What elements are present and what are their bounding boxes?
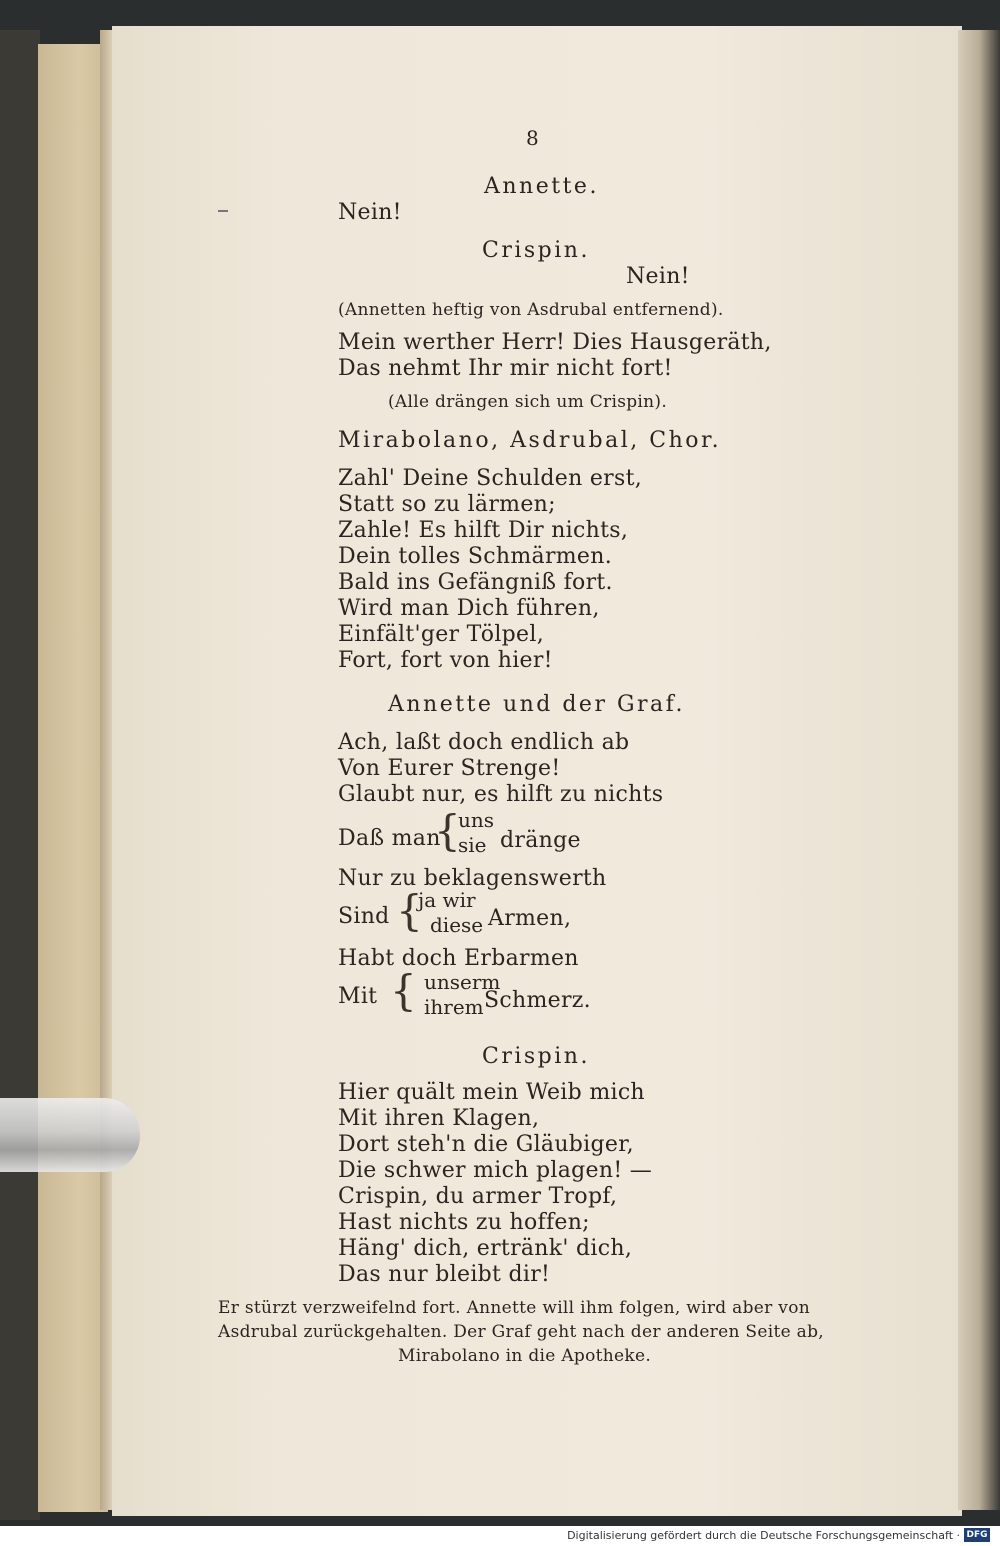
page-number: 8 xyxy=(526,126,540,150)
brace-before: Sind xyxy=(338,904,390,929)
brace-after: dränge xyxy=(500,828,581,853)
crispin-verse: Dort steh'n die Gläubiger, xyxy=(338,1132,634,1157)
chorus-line: Bald ins Gefängniß fort. xyxy=(338,570,613,595)
margin-mark xyxy=(218,210,228,212)
line-nein-1: Nein! xyxy=(338,200,402,225)
annette-graf-line: Von Eurer Strenge! xyxy=(338,756,561,781)
crispin-verse: Mit ihren Klagen, xyxy=(338,1106,540,1131)
chorus-line: Statt so zu lärmen; xyxy=(338,492,556,517)
brace-option-top: unserm xyxy=(424,970,501,994)
speaker-crispin-2: Crispin. xyxy=(482,1044,590,1069)
stage-direction-final: Asdrubal zurückgehalten. Der Graf geht nach der anderen Seite ab, xyxy=(218,1322,824,1342)
page-right-edge xyxy=(958,30,1000,1510)
stage-direction-1: (Annetten heftig von Asdrubal entfernend). xyxy=(338,300,724,320)
brace-option-top: uns xyxy=(458,808,495,832)
brace-after: Armen, xyxy=(488,906,572,931)
crispin-verse: Das nur bleibt dir! xyxy=(338,1262,551,1287)
brace-option-bottom: sie xyxy=(458,833,487,857)
crispin-line-1: Mein werther Herr! Dies Hausgeräth, xyxy=(338,330,772,355)
brace-before: Mit xyxy=(338,984,378,1009)
footer-credit: Digitalisierung gefördert durch die Deutsche Forschungsgemeinschaft · xyxy=(567,1529,960,1542)
line-habt: Habt doch Erbarmen xyxy=(338,946,579,971)
annette-graf-line: Ach, laßt doch endlich ab xyxy=(338,730,630,755)
brace-mark: { xyxy=(390,966,418,1015)
annette-graf-line: Glaubt nur, es hilft zu nichts xyxy=(338,782,664,807)
speaker-chorus: Mirabolano, Asdrubal, Chor. xyxy=(338,428,722,453)
crispin-verse: Häng' dich, ertränk' dich, xyxy=(338,1236,633,1261)
stage-direction-final: Mirabolano in die Apotheke. xyxy=(398,1346,652,1366)
crispin-line-2: Das nehmt Ihr mir nicht fort! xyxy=(338,356,673,381)
crispin-verse: Die schwer mich plagen! — xyxy=(338,1158,653,1183)
crispin-verse: Crispin, du armer Tropf, xyxy=(338,1184,618,1209)
crispin-verse: Hast nichts zu hoffen; xyxy=(338,1210,590,1235)
chorus-line: Wird man Dich führen, xyxy=(338,596,600,621)
stage-direction-2: (Alle drängen sich um Crispin). xyxy=(388,392,668,412)
dfg-logo: DFG xyxy=(964,1528,990,1542)
chorus-line: Dein tolles Schmärmen. xyxy=(338,544,613,569)
chorus-line: Fort, fort von hier! xyxy=(338,648,553,673)
brace-option-top: ja wir xyxy=(418,888,476,912)
brace-option-bottom: ihrem xyxy=(424,995,484,1019)
brace-mark: { xyxy=(434,806,462,855)
line-nein-2: Nein! xyxy=(626,264,690,289)
brace-mark: { xyxy=(396,886,424,935)
line-nur: Nur zu beklagenswerth xyxy=(338,866,607,891)
chorus-line: Zahl' Deine Schulden erst, xyxy=(338,466,643,491)
scanner-board xyxy=(0,30,40,1520)
brace-before: Daß man xyxy=(338,826,441,851)
speaker-annette-graf: Annette und der Graf. xyxy=(388,692,686,717)
speaker-crispin-1: Crispin. xyxy=(482,238,590,263)
chorus-line: Zahle! Es hilft Dir nichts, xyxy=(338,518,629,543)
speaker-annette: Annette. xyxy=(484,174,599,199)
brace-after: Schmerz. xyxy=(484,988,591,1013)
page-stack-edge xyxy=(38,44,108,1512)
page-clip xyxy=(0,1098,140,1172)
brace-options xyxy=(458,808,494,858)
stage-direction-final: Er stürzt verzweifelnd fort. Annette will ihm folgen, wird aber von xyxy=(218,1298,810,1318)
brace-options xyxy=(418,888,483,938)
brace-option-bottom: diese xyxy=(430,913,484,937)
crispin-verse: Hier quält mein Weib mich xyxy=(338,1080,645,1105)
chorus-line: Einfält'ger Tölpel, xyxy=(338,622,544,647)
